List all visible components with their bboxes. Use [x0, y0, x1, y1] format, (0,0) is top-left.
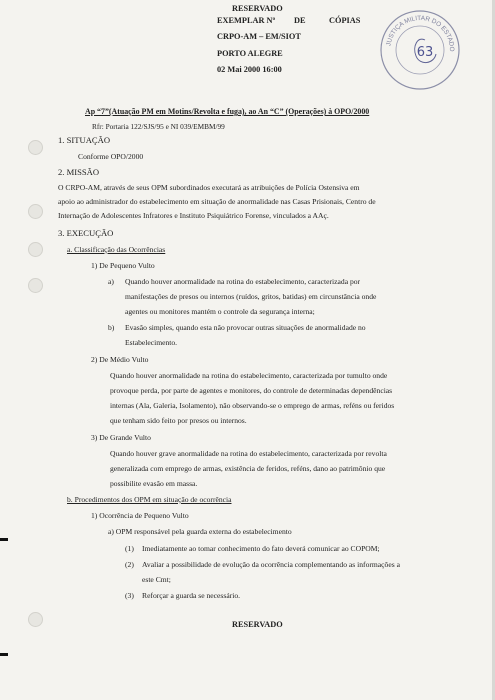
- date-label: 02 Mai 2000 16:00: [217, 65, 282, 74]
- de-label: DE: [294, 16, 306, 25]
- paragraph-line: provoque perda, por parte de agentes e monitores, do controle de determinadas dependências: [110, 386, 393, 395]
- sub-item-opm: a) OPM responsável pela guarda externa do estabelecimento: [108, 527, 292, 536]
- paragraph-line: Quando houver anormalidade na rotina do estabelecimento, caracterizada por tumulto onde: [110, 371, 388, 380]
- section-1-text: Conforme OPO/2000: [78, 152, 144, 161]
- paragraph-line: generalizada com emprego de armas, existência de feridos, reféns, dano ao patrimônio que: [110, 464, 386, 473]
- paragraph-line: manifestações de presos ou internos (ruídos, gritos, batidas) em circunstância onde: [125, 292, 377, 301]
- document-title: Ap “7”(Atuação PM em Motins/Revolta e fuga), ao An “C” (Operações) à OPO/2000: [85, 107, 370, 116]
- paragraph-line: Estabelecimento.: [125, 338, 178, 347]
- paragraph-line: Evasão simples, quando esta não provocar outras situações de anormalidade no: [125, 323, 366, 332]
- numbered-line: este Cmt;: [142, 575, 171, 584]
- section-2-line: apoio ao administrador do estabelecimento em situação de anormalidade nas Casas Prisionais, Centro de: [58, 197, 376, 206]
- classification-bottom: RESERVADO: [232, 620, 283, 629]
- numbered-marker: (1): [125, 544, 134, 553]
- item-ocorrencia-pequeno-vulto: 1) Ocorrência de Pequeno Vulto: [91, 511, 189, 520]
- copias-label: CÓPIAS: [329, 16, 361, 25]
- section-3-heading: 3. EXECUÇÃO: [58, 228, 114, 238]
- subsection-a-heading: a. Classificação das Ocorrências: [67, 245, 166, 254]
- scan-edge-mark: [0, 653, 8, 656]
- paragraph-line: agentes ou monitores mantém o controle da segurança interna;: [125, 307, 315, 316]
- item-grande-vulto: 3) De Grande Vulto: [91, 433, 151, 442]
- numbered-line: Avaliar a possibilidade de evolução da ocorrência complementando as informações a: [142, 560, 400, 569]
- section-2-line: O CRPO-AM, através de seus OPM subordinados executará as atribuições de Polícia Ostensiva em: [58, 183, 360, 192]
- punch-hole: [28, 278, 43, 293]
- official-stamp: [378, 8, 462, 92]
- paragraph-line: possibilite evasão em massa.: [110, 479, 198, 488]
- paragraph-line: Quando houver grave anormalidade na rotina do estabelecimento, caracterizada por revolta: [110, 449, 387, 458]
- numbered-line: Reforçar a guarda se necessário.: [142, 591, 241, 600]
- section-2-line: Internação de Adolescentes Infratores e Instituto Psiquiátrico Forense, vinculados a AAç.: [58, 211, 329, 220]
- stamp-handwritten-number: 63: [416, 45, 434, 60]
- numbered-marker: (2): [125, 560, 134, 569]
- paragraph-line: que tenham sido feito por presos ou internos.: [110, 416, 247, 425]
- city-label: PORTO ALEGRE: [217, 49, 283, 58]
- subsection-b-heading: b. Procedimentos dos OPM em situação de ocorrência: [67, 495, 232, 504]
- section-2-heading: 2. MISSÃO: [58, 167, 100, 177]
- numbered-marker: (3): [125, 591, 134, 600]
- item-marker: a): [108, 277, 114, 286]
- classification-top: RESERVADO: [232, 4, 283, 13]
- punch-hole: [28, 612, 43, 627]
- reference-line: Rfr: Portaria 122/SJS/95 e NI 039/EMBM/99: [92, 122, 225, 131]
- paragraph-line: Quando houver anormalidade na rotina do estabelecimento, caracterizada por: [125, 277, 361, 286]
- item-marker: b): [108, 323, 115, 332]
- punch-hole: [28, 242, 43, 257]
- punch-hole: [28, 204, 43, 219]
- item-pequeno-vulto: 1) De Pequeno Vulto: [91, 261, 155, 270]
- unit-label: CRPO-AM – EM/SIOT: [217, 32, 301, 41]
- stamp-ring-text: JUSTIÇA MILITAR DO ESTADO: [385, 14, 456, 52]
- exemplar-label: EXEMPLAR Nº: [217, 16, 276, 25]
- section-1-heading: 1. SITUAÇÃO: [58, 135, 111, 145]
- scan-edge-mark: [0, 538, 8, 541]
- numbered-line: Imediatamente ao tomar conhecimento do fato deverá comunicar ao COPOM;: [142, 544, 380, 553]
- punch-hole: [28, 140, 43, 155]
- paragraph-line: internas (Ala, Galeria, Isolamento), não observando-se o emprego de armas, reféns ou feridos: [110, 401, 395, 410]
- item-medio-vulto: 2) De Médio Vulto: [91, 355, 149, 364]
